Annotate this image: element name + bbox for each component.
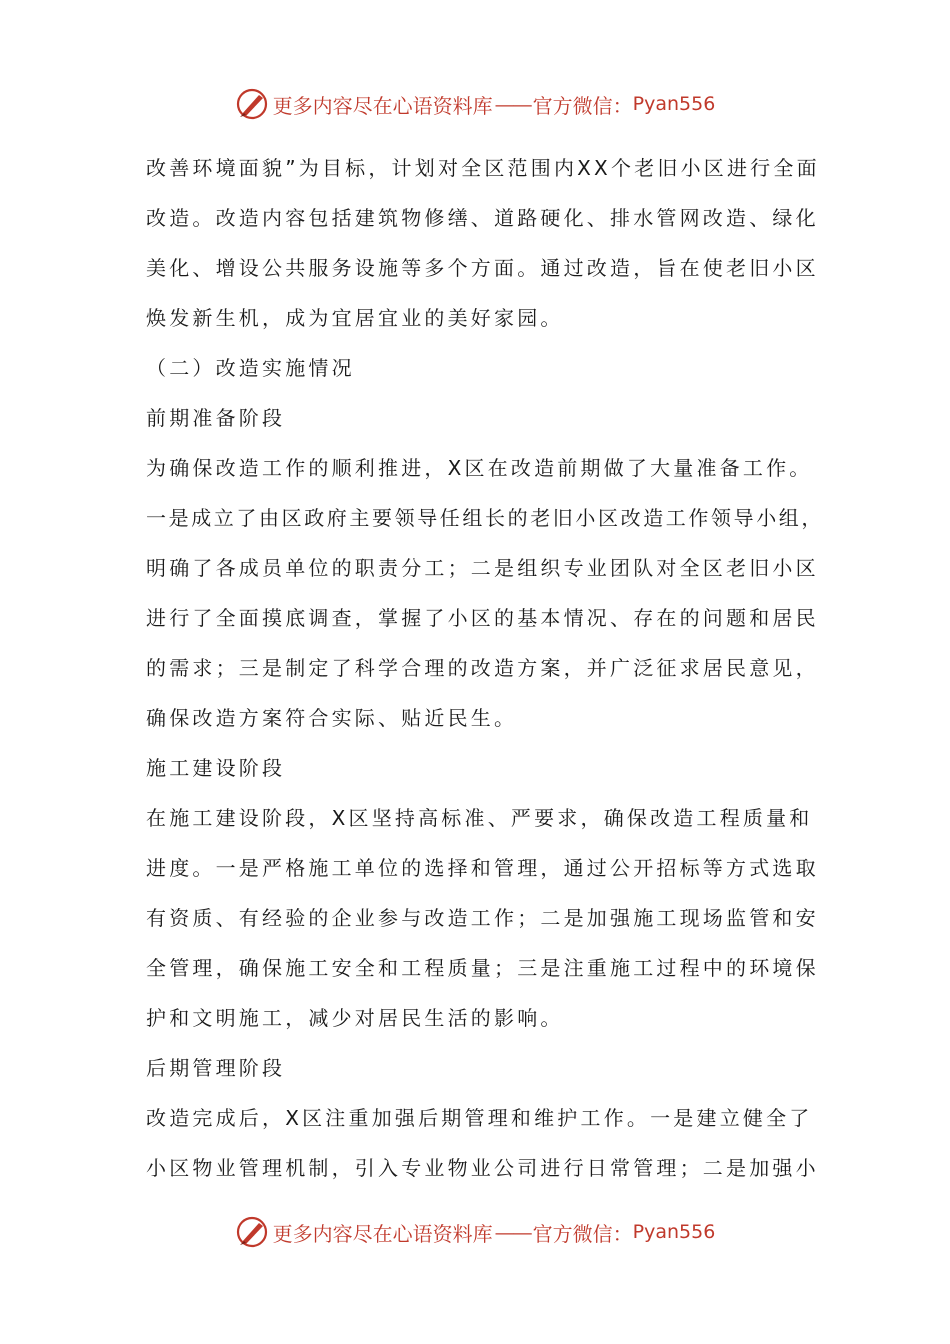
- text-line: 美化、增设公共服务设施等多个方面。通过改造，旨在使老旧小区: [146, 256, 819, 280]
- text-line: 改造完成后，X区注重加强后期管理和维护工作。一是建立健全了: [146, 1106, 813, 1130]
- text-line: 为确保改造工作的顺利推进，X区在改造前期做了大量准备工作。: [146, 456, 813, 480]
- text-line: 全管理，确保施工安全和工程质量；三是注重施工过程中的环境保: [146, 956, 819, 980]
- section-heading: （二）改造实施情况: [146, 356, 355, 380]
- subsection-heading: 后期管理阶段: [146, 1056, 286, 1080]
- document-body: [146, 146, 836, 1196]
- watermark-header: [0, 84, 950, 124]
- watermark-wechat-label: 官方微信：: [532, 1221, 633, 1246]
- watermark-footer: [0, 1212, 950, 1252]
- text-line: 确保改造方案符合实际、贴近民生。: [146, 706, 518, 730]
- watermark-wechat-id: Pyan556: [632, 93, 716, 115]
- subsection-heading: 前期准备阶段: [146, 406, 286, 430]
- pen-logo-icon: [235, 87, 269, 121]
- text-line: 进行了全面摸底调查，掌握了小区的基本情况、存在的问题和居民: [146, 606, 819, 630]
- watermark-wechat-label: 官方微信：: [532, 93, 633, 118]
- text-line: 小区物业管理机制，引入专业物业公司进行日常管理；二是加强小: [146, 1156, 819, 1180]
- text-line: 改造。改造内容包括建筑物修缮、道路硬化、排水管网改造、绿化: [146, 206, 819, 230]
- subsection-heading: 施工建设阶段: [146, 756, 286, 780]
- text-line: 明确了各成员单位的职责分工；二是组织专业团队对全区老旧小区: [146, 556, 819, 580]
- text-line: 有资质、有经验的企业参与改造工作；二是加强施工现场监管和安: [146, 906, 819, 930]
- text-line: 在施工建设阶段，X区坚持高标准、严要求，确保改造工程质量和: [146, 806, 813, 830]
- pen-logo-icon: [235, 1215, 269, 1249]
- text-line: 进度。一是严格施工单位的选择和管理，通过公开招标等方式选取: [146, 856, 819, 880]
- watermark-text: 更多内容尽在心语资料库: [272, 93, 493, 118]
- text-line: 的需求；三是制定了科学合理的改造方案，并广泛征求居民意见，: [146, 656, 819, 680]
- watermark-dash: ——: [494, 1220, 531, 1244]
- watermark-text: 更多内容尽在心语资料库: [272, 1221, 493, 1246]
- watermark-dash: ——: [494, 92, 531, 116]
- text-line: 改善环境面貌”为目标，计划对全区范围内XX个老旧小区进行全面: [146, 156, 820, 180]
- text-line: 护和文明施工，减少对居民生活的影响。: [146, 1006, 564, 1030]
- watermark-wechat-id: Pyan556: [632, 1221, 716, 1243]
- text-line: 一是成立了由区政府主要领导任组长的老旧小区改造工作领导小组，: [146, 506, 824, 530]
- text-line: 焕发新生机，成为宜居宜业的美好家园。: [146, 306, 564, 330]
